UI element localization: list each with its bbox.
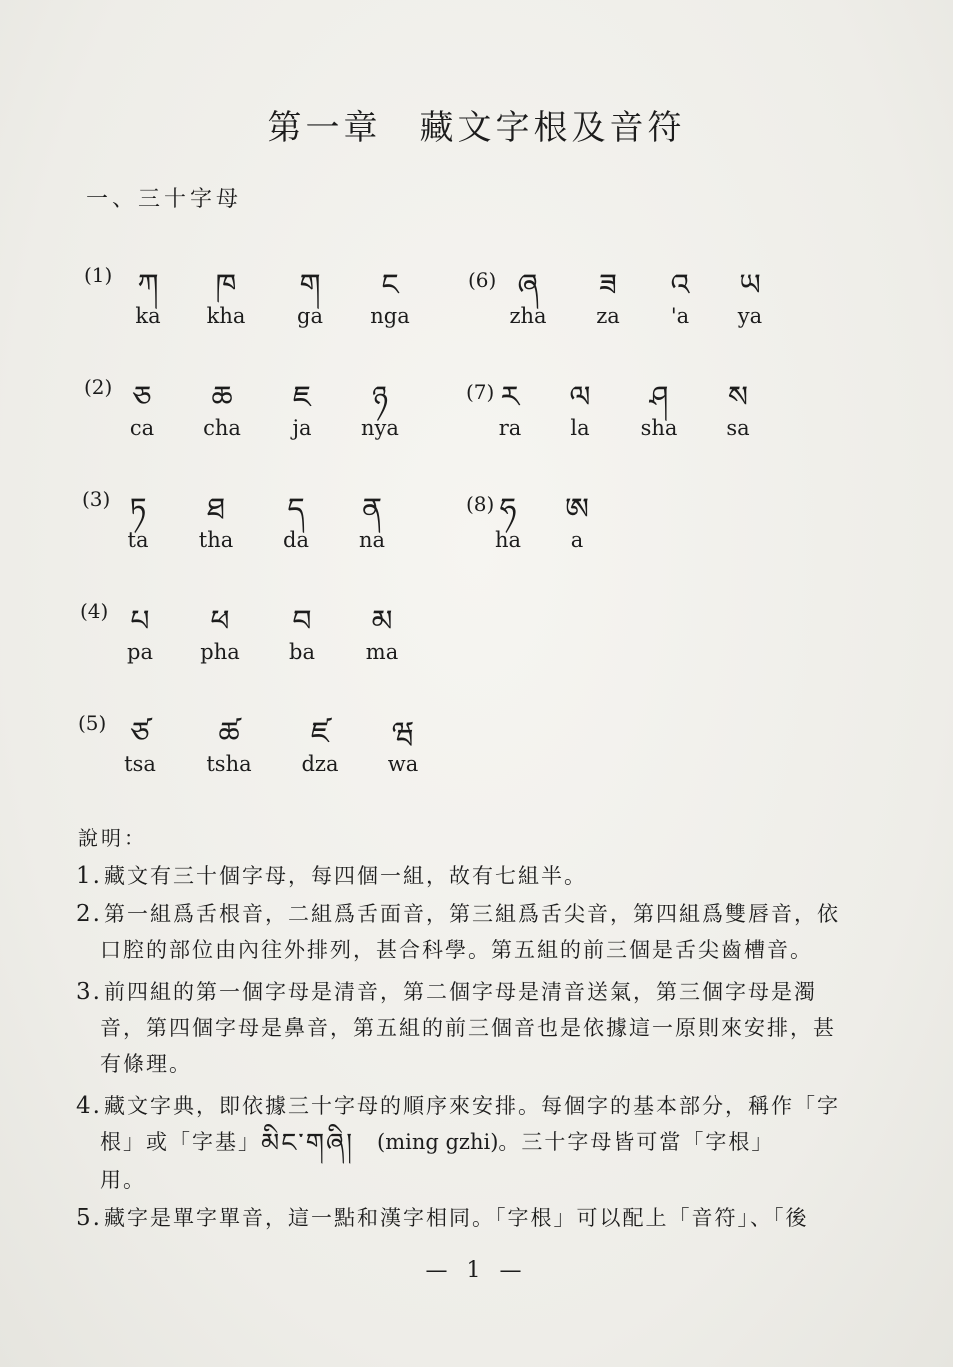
chapter-title: 第一章 藏文字根及音符 [267, 108, 686, 148]
romanization: la [570, 416, 590, 440]
letter-kha [186, 268, 266, 328]
romanization: tsha [206, 752, 252, 776]
section-heading: 一、三十字母 [86, 187, 243, 212]
romanization: ka [135, 304, 161, 328]
tibetan-glyph: ཡ [739, 268, 761, 303]
note-1 [76, 858, 876, 894]
letter-ta [98, 492, 178, 552]
tibetan-glyph: ཁ [215, 268, 237, 303]
tibetan-glyph: ཟ [599, 268, 617, 303]
tibetan-glyph: ཝ [391, 716, 415, 751]
letter-ja [262, 380, 342, 440]
note-text: 前四組的第一個字母是清音，第二個字母是清音送氣，第三個字母是濁 [103, 980, 817, 1004]
romanization: sha [640, 416, 678, 440]
tibetan-glyph: ང [381, 268, 399, 303]
tibetan-glyph: མ [371, 604, 393, 639]
letter-ra [470, 380, 550, 440]
group-number: (6) [468, 268, 497, 292]
letter-tsa [100, 716, 180, 776]
romanization: zha [509, 304, 547, 328]
romanization: pa [127, 640, 153, 664]
letter-ga [270, 268, 350, 328]
tibetan-glyph: བ [292, 604, 312, 639]
romanization: za [596, 304, 620, 328]
letter-cha [182, 380, 262, 440]
letter-la [540, 380, 620, 440]
letter-a-chung [640, 268, 720, 328]
tibetan-glyph: ན [361, 492, 382, 527]
tibetan-glyph: ཏ [129, 492, 147, 527]
letter-wa [363, 716, 443, 776]
romanization: nya [361, 416, 399, 440]
tibetan-glyph: ག [299, 268, 321, 303]
romanization: ja [292, 416, 312, 440]
romanization: ra [498, 416, 522, 440]
tibetan-glyph: ཞ [517, 268, 539, 303]
romanization: ma [365, 640, 399, 664]
note-text: 有條理。 [100, 1052, 192, 1076]
group-number: (4) [80, 599, 109, 623]
tibetan-glyph: ཙ [130, 716, 150, 751]
romanization: ha [494, 528, 522, 552]
letter-ya [710, 268, 790, 328]
tibetan-glyph: ཕ [210, 604, 230, 639]
romanization: a [570, 528, 584, 552]
note-text: 根」或「字基」 [100, 1130, 261, 1154]
letter-ka [108, 268, 188, 328]
tibetan-glyph: ཀ [137, 268, 159, 303]
romanization: sa [726, 416, 750, 440]
romanization: pha [200, 640, 240, 664]
romanization: kha [206, 304, 246, 328]
note-text: 藏文字典，即依據三十字母的順序來安排。每個字的基本部分，稱作「字 [103, 1094, 840, 1118]
note-number: 2. [76, 901, 102, 927]
tibetan-glyph: འ [670, 268, 690, 303]
group-number: (2) [84, 375, 113, 399]
note-text: 音，第四個字母是鼻音，第五組的前三個音也是依據這一原則來安排，甚 [100, 1016, 836, 1040]
note-text: 。三十字母皆可當「字根」 [498, 1130, 775, 1154]
note-text: 用。 [100, 1167, 146, 1192]
letter-a [537, 492, 617, 552]
page-number: — 1 — [425, 1258, 528, 1283]
tibetan-glyph: ཆ [211, 380, 233, 415]
letter-sha [619, 380, 699, 440]
tibetan-glyph: པ [130, 604, 150, 639]
note-number: 1. [76, 863, 102, 889]
note-4 [76, 1088, 876, 1198]
romanization: ba [289, 640, 315, 664]
group-number: (3) [82, 487, 111, 511]
romanization: tha [198, 528, 234, 552]
note-text: 藏文有三十個字母，每四個一組，故有七組半。 [103, 864, 587, 888]
note-number: 5. [76, 1205, 102, 1231]
tibetan-glyph: ཉ [371, 380, 389, 415]
letter-nya [340, 380, 420, 440]
group-number: (1) [84, 263, 113, 287]
tibetan-glyph: ཧ [499, 492, 517, 527]
note-text: 藏字是單字單音，這一點和漢字相同。「字根」可以配上「音符」、「後 [103, 1206, 809, 1230]
tibetan-glyph: ཛ [310, 716, 330, 751]
romanization: ga [297, 304, 323, 328]
letter-ca [102, 380, 182, 440]
note-number: 3. [76, 979, 102, 1005]
tibetan-glyph: ཅ [132, 380, 152, 415]
romanization: ca [129, 416, 155, 440]
tibetan-glyph: ད [287, 492, 305, 527]
letter-tha [176, 492, 256, 552]
note-text: 口腔的部位由內往外排列，甚合科學。第五組的前三個是舌尖齒槽音。 [100, 938, 813, 962]
letter-na [332, 492, 412, 552]
tibetan-word: མིང་གཞི། [261, 1128, 354, 1159]
letter-ba [262, 604, 342, 664]
note-text: 第一組爲舌根音，二組爲舌面音，第三組爲舌尖音，第四組爲雙唇音，依 [103, 902, 840, 926]
letter-dza [280, 716, 360, 776]
letter-ma [342, 604, 422, 664]
letter-za [568, 268, 648, 328]
romanization: ya [737, 304, 763, 328]
letter-sa [698, 380, 778, 440]
tibetan-glyph: ཇ [292, 380, 312, 415]
letter-pa [100, 604, 180, 664]
romanization: na [358, 528, 386, 552]
romanization: ta [127, 528, 149, 552]
tibetan-glyph: ལ [569, 380, 591, 415]
group-number: (5) [78, 711, 107, 735]
letter-da [256, 492, 336, 552]
group-number: (7) [466, 380, 495, 404]
tibetan-glyph: ར [500, 380, 520, 415]
note-3 [76, 974, 876, 1082]
letter-nga [350, 268, 430, 328]
note-2 [76, 896, 876, 968]
romanized-word: (ming gzhi) [377, 1130, 499, 1154]
romanization: wa [387, 752, 419, 776]
romanization: dza [301, 752, 339, 776]
tibetan-glyph: ཨ [564, 492, 590, 527]
romanization: tsa [124, 752, 156, 776]
romanization: 'a [670, 304, 690, 328]
tibetan-glyph: ས [727, 380, 749, 415]
letter-zha [488, 268, 568, 328]
letter-ha [468, 492, 548, 552]
tibetan-glyph: ཚ [218, 716, 240, 751]
tibetan-glyph: ཤ [649, 380, 669, 415]
note-number: 4. [76, 1093, 102, 1119]
letter-tsha [189, 716, 269, 776]
notes-heading: 說明： [78, 826, 147, 850]
romanization: nga [370, 304, 410, 328]
tibetan-glyph: ཐ [206, 492, 226, 527]
note-5 [76, 1200, 876, 1236]
romanization: da [283, 528, 309, 552]
romanization: cha [203, 416, 241, 440]
group-number: (8) [466, 492, 495, 516]
letter-pha [180, 604, 260, 664]
